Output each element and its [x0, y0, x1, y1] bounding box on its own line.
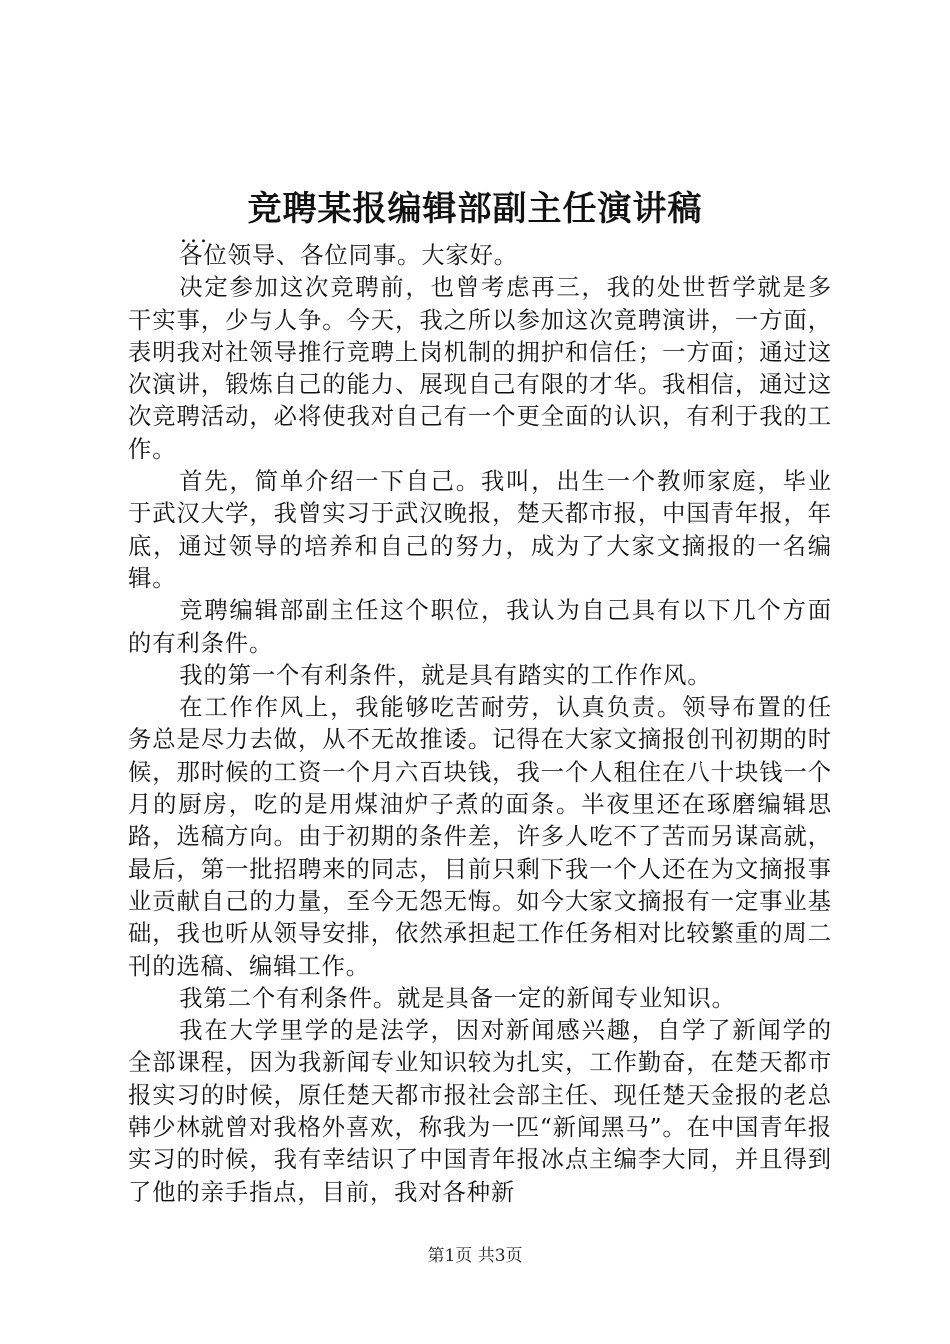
document-title: 竞聘某报编辑部副主任演讲稿	[247, 189, 703, 229]
paragraph-conditions-intro: 竞聘编辑部副主任这个职位，我认为自己具有以下几个方面的有利条件。	[128, 597, 832, 657]
ellipsis-marker: ...	[180, 223, 210, 248]
paragraph-greeting: 各位领导、各位同事。大家好。	[179, 242, 519, 269]
paragraph-work-style: 在工作作风上，我能够吃苦耐劳，认真负责。领导布置的任务总是尽力去做，从不无故推诿。记得在大家文摘报创刊初期的时候，那时候的工资一个月六百块钱，我一个人租住在八十块钱一个月的厨房，吃的是用煤油炉子煮的面条。半夜里还在琢磨编辑思路，选稿方向。由于初期的条件差，许多人吃不了苦而另谋高就，最后，第一批招聘来的同志，目前只剩下我一个人还在为文摘报事业贡献自己的力量，至今无怨无悔。如今大家文摘报有一定事业基础，我也听从领导安排，依然承担起工作任务相对比较繁重的周二刊的选稿、编辑工作。	[128, 694, 832, 980]
paragraph-professional-knowledge: 我在大学里学的是法学，因对新闻感兴趣，自学了新闻学的全部课程，因为我新闻专业知识较为扎实，工作勤奋，在楚天都市报实习的时候，原任楚天都市报社会部主任、现任楚天金报的老总韩少林就曾对我格外喜欢，称我为一匹“新闻黑马”。在中国青年报实习的时候，我有幸结识了中国青年报冰点主编李大同，并且得到了他的亲手指点，目前，我对各种新	[128, 1017, 832, 1206]
paragraph-motivation: 决定参加这次竞聘前，也曾考虑再三，我的处世哲学就是多干实事，少与人争。今天，我之所以参加这次竟聘演讲，一方面，表明我对社领导推行竞聘上岗机制的拥护和信任；一方面；通过这次演讲，锻炼自己的能力、展现自己有限的才华。我相信，通过这次竞聘活动，必将使我对自己有一个更全面的认识，有利于我的工作。	[128, 274, 832, 463]
paragraph-condition-one: 我的第一个有利条件，就是具有踏实的工作作风。	[179, 661, 712, 689]
document-body	[128, 240, 832, 1209]
page-number: 第1页 共3页	[427, 1246, 523, 1266]
paragraph-condition-two: 我第二个有利条件。就是具备一定的新闻专业知识。	[179, 984, 736, 1012]
paragraph-introduction: 首先，简单介绍一下自己。我叫，出生一个教师家庭，毕业于武汉大学，我曾实习于武汉晚报，楚天都市报，中国青年报，年底，通过领导的培养和自己的努力，成为了大家文摘报的一名编辑。	[128, 468, 832, 592]
